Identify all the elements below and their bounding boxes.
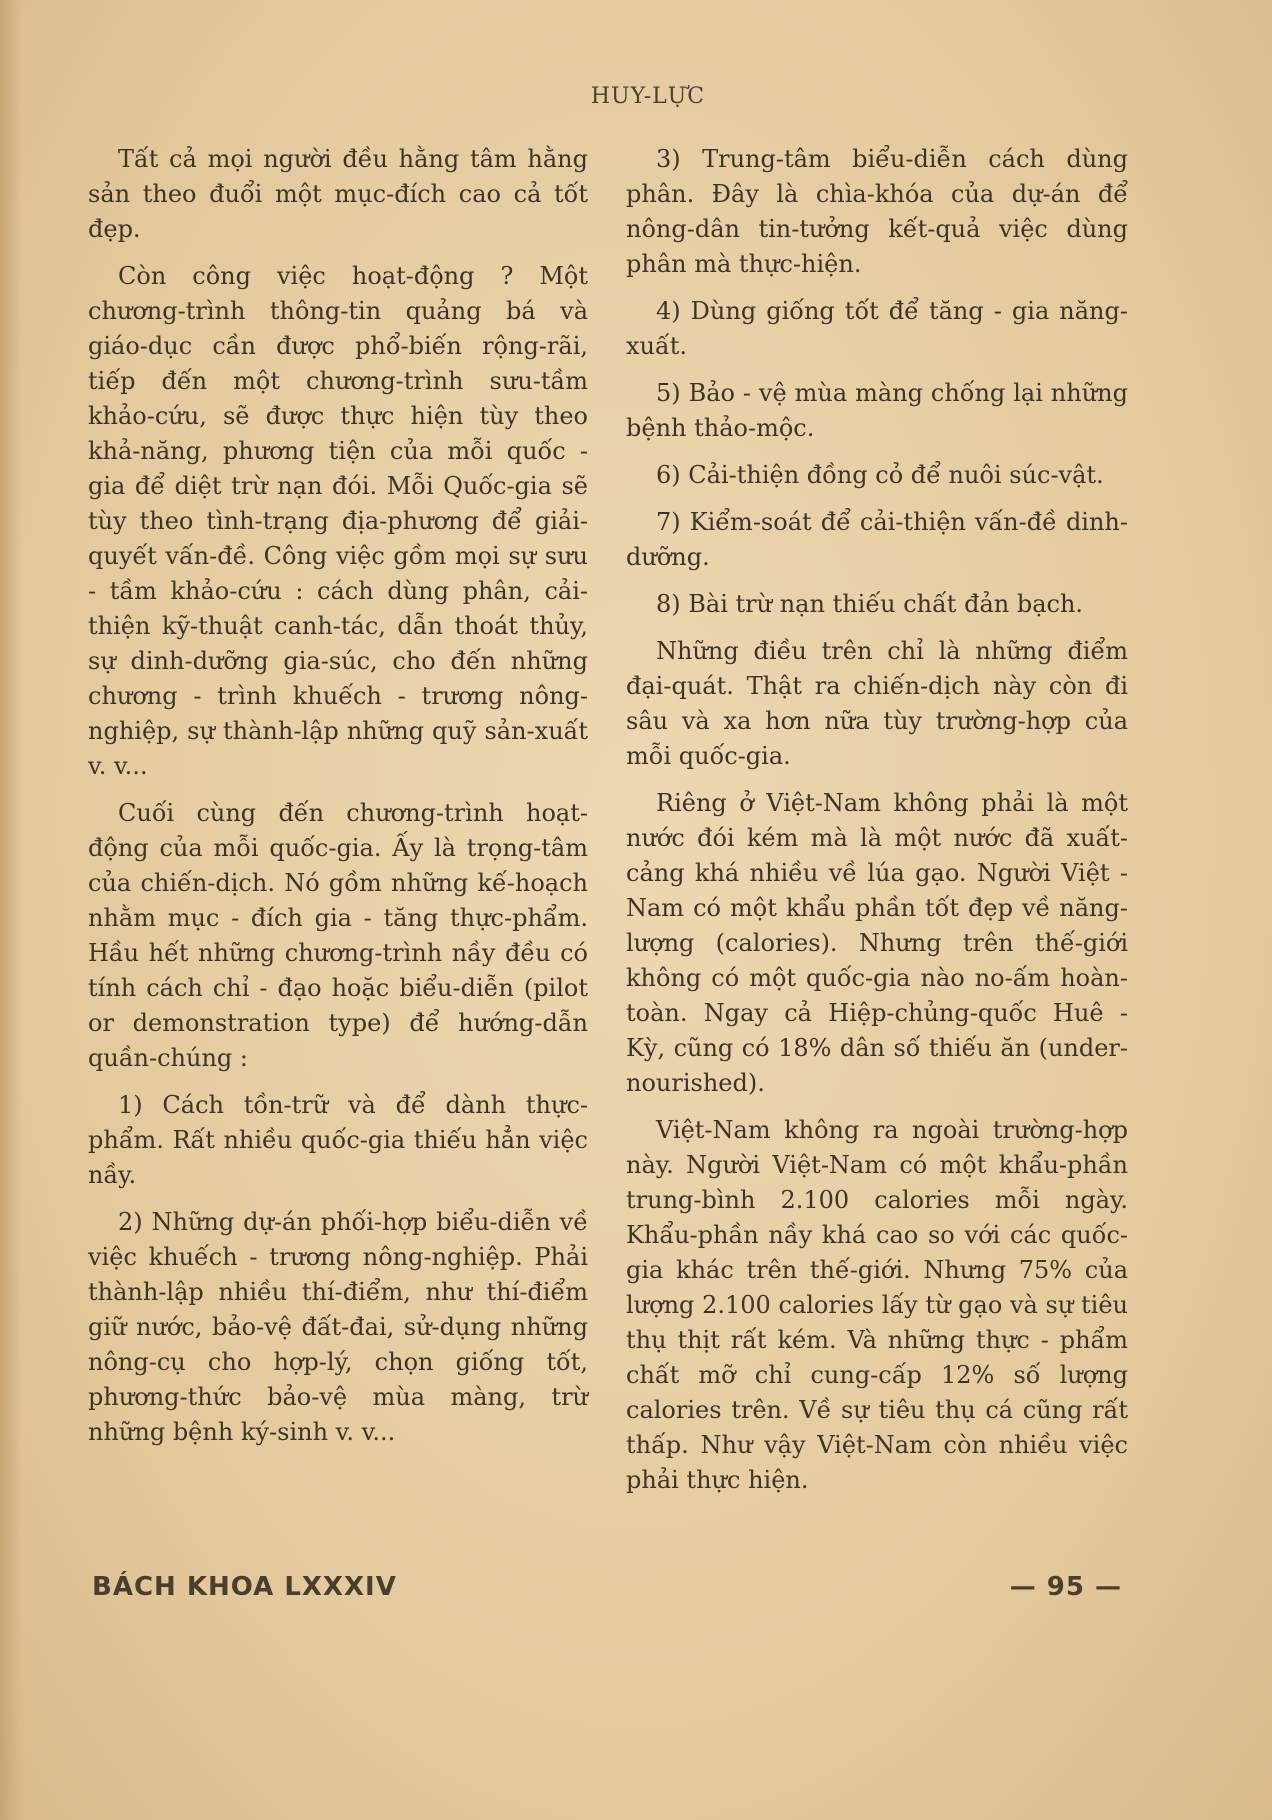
paragraph: Cuối cùng đến chương-trình hoạt-động của mỗi quốc-gia. Ấy là trọng-tâm của chiến-dịch. Nó gồm những kế-hoạch nhằm mục - đích gia - tăng thực-phẩm. Hầu hết những chương-trình nầy đều có tính cách chỉ - đạo hoặc biểu-diễn (pilot or demonstration type) để hướng-dẫn quần-chúng : xyxy=(88,799,588,1072)
paragraph: 8) Bài trừ nạn thiếu chất đản bạch. xyxy=(656,590,1084,618)
paragraph: Việt-Nam không ra ngoài trường-hợp này. Người Việt-Nam có một khẩu-phần trung-bình 2.100 calories mỗi ngày. Khẩu-phần nầy khá cao so với các quốc-gia khác trên thế-giới. Nhưng 75% của lượng 2.100 calories lấy từ gạo và sự tiêu thụ thịt rất kém. Và những thực - phẩm chất mỡ chỉ cung-cấp 12% số lượng calories trên. Về sự tiêu thụ cá cũng rất thấp. Như vậy Việt-Nam còn nhiều việc phải thực hiện. xyxy=(626,1116,1128,1494)
running-title: HUY-LỰC xyxy=(590,84,706,109)
paragraph: Riêng ở Việt-Nam không phải là một nước đói kém mà là một nước đã xuất-cảng khá nhiều về lúa gạo. Người Việt - Nam có một khẩu phần tốt đẹp về năng-lượng (calories). Nhưng trên thế-giới không có một quốc-gia nào no-ấm hoàn-toàn. Ngay cả Hiệp-chủng-quốc Huê - Kỳ, cũng có 18% dân số thiếu ăn (under-nourished). xyxy=(626,789,1128,1097)
paragraph: 4) Dùng giống tốt để tăng - gia năng-xuất. xyxy=(626,297,1128,360)
paragraph: 1) Cách tồn-trữ và để dành thực-phẩm. Rất nhiều quốc-gia thiếu hẳn việc nầy. xyxy=(88,1091,588,1189)
paragraph: 7) Kiểm-soát để cải-thiện vấn-đề dinh-dưỡng. xyxy=(626,508,1128,571)
left-column xyxy=(88,142,588,1462)
paragraph: Còn công việc hoạt-động ? Một chương-trình thông-tin quảng bá và giáo-dục cần được phổ-biến rộng-rãi, tiếp đến một chương-trình sưu-tầm khảo-cứu, sẽ được thực hiện tùy theo khả-năng, phương tiện của mỗi quốc - gia để diệt trừ nạn đói. Mỗi Quốc-gia sẽ tùy theo tình-trạng địa-phương để giải-quyết vấn-đề. Công việc gồm mọi sự sưu - tầm khảo-cứu : cách dùng phân, cải-thiện kỹ-thuật canh-tác, dẫn thoát thủy, sự dinh-dưỡng gia-súc, cho đến những chương - trình khuếch - trương nông-nghiệp, sự thành-lập những quỹ sản-xuất v. v... xyxy=(88,262,588,780)
right-column xyxy=(626,142,1128,1510)
paragraph: 5) Bảo - vệ mùa màng chống lại những bệnh thảo-mộc. xyxy=(626,379,1128,442)
publication-name: BÁCH KHOA LXXXIV xyxy=(92,1572,397,1602)
paragraph: Tất cả mọi người đều hằng tâm hằng sản theo đuổi một mục-đích cao cả tốt đẹp. xyxy=(88,145,588,243)
paragraph: Những điều trên chỉ là những điểm đại-quát. Thật ra chiến-dịch này còn đi sâu và xa hơn nữa tùy trường-hợp của mỗi quốc-gia. xyxy=(626,637,1128,770)
paragraph: 2) Những dự-án phối-hợp biểu-diễn về việc khuếch - trương nông-nghiệp. Phải thành-lập nhiều thí-điểm, như thí-điểm giữ nước, bảo-vệ đất-đai, sử-dụng những nông-cụ cho hợp-lý, chọn giống tốt, phương-thức bảo-vệ mùa màng, trừ những bệnh ký-sinh v. v... xyxy=(88,1208,588,1446)
paragraph: 6) Cải-thiện đồng cỏ để nuôi súc-vật. xyxy=(656,461,1104,489)
page-edge-shadow xyxy=(0,0,22,1820)
paragraph: 3) Trung-tâm biểu-diễn cách dùng phân. Đây là chìa-khóa của dự-án để nông-dân tin-tưởng kết-quả việc dùng phân mà thực-hiện. xyxy=(626,145,1128,278)
page-number: — 95 — xyxy=(1009,1572,1122,1602)
